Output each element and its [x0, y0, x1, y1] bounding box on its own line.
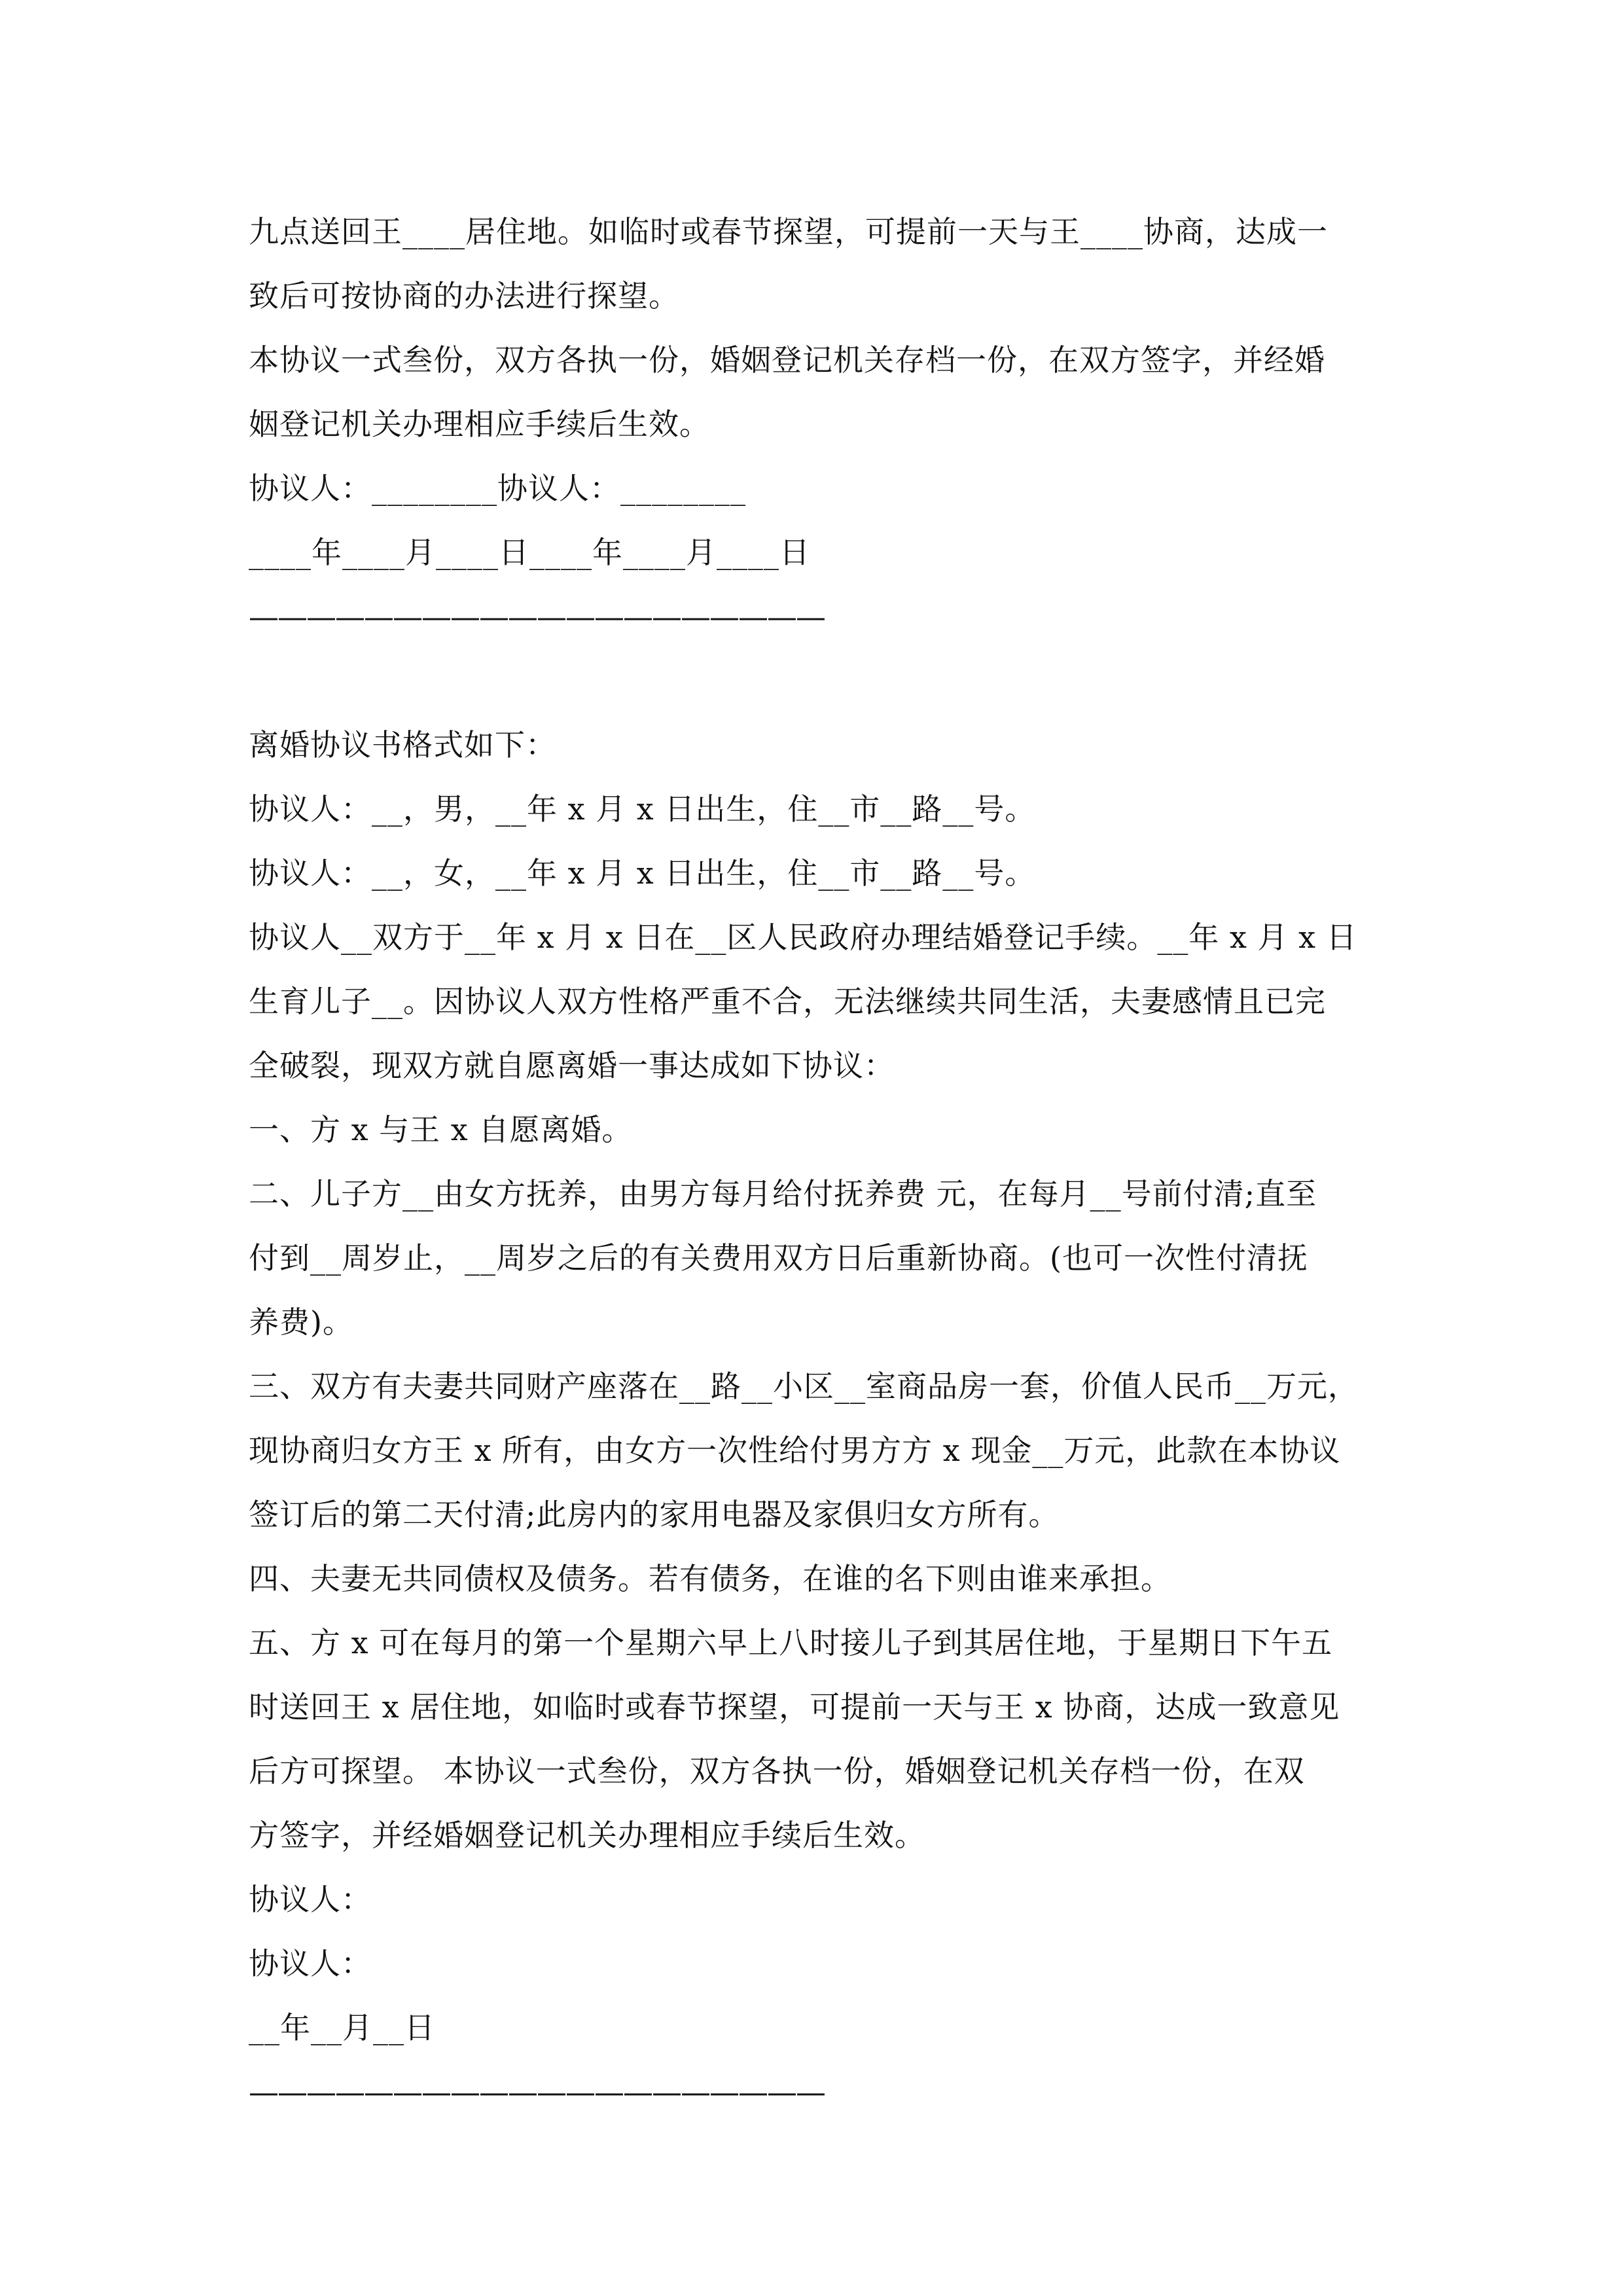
- clause-line: 五、方 x 可在每月的第一个星期六早上八时接儿子到其居住地，于星期日下午五: [249, 1625, 1333, 1660]
- document-page: [249, 200, 1387, 2124]
- clause-line: 三、双方有夫妻共同财产座落在__路__小区__室商品房一套，价值人民币__万元，: [249, 1369, 1359, 1404]
- text-line: 时送回王 x 居住地，如临时或春节探望，可提前一天与王 x 协商，达成一致意见: [249, 1689, 1340, 1725]
- text-line: 协议人：__，男，__年 x 月 x 日出生，住__市__路__号。: [249, 791, 1036, 827]
- signature-line: 协议人：: [249, 1882, 372, 1917]
- text-line: 现协商归女方王 x 所有，由女方一次性给付男方方 x 现金__万元，此款在本协议: [249, 1433, 1341, 1468]
- text-line: 方签字，并经婚姻登记机关办理相应手续后生效。: [249, 1818, 925, 1853]
- signature-line: 协议人：________协议人：________: [249, 471, 746, 506]
- text-line: 姻登记机关办理相应手续后生效。: [249, 406, 710, 442]
- text-line: 养费)。: [249, 1304, 353, 1340]
- spacer: [249, 649, 1387, 713]
- text-line: 后方可探望。 本协议一式叁份，双方各执一份，婚姻登记机关存档一份，在双: [249, 1753, 1305, 1789]
- text-line: 全破裂，现双方就自愿离婚一事达成如下协议：: [249, 1048, 895, 1083]
- text-line: 本协议一式叁份，双方各执一份，婚姻登记机关存档一份，在双方签字，并经婚: [249, 342, 1325, 378]
- text-line: 九点送回王____居住地。如临时或春节探望，可提前一天与王____协商，达成一: [249, 214, 1328, 249]
- clause-line: 二、儿子方__由女方抚养，由男方每月给付抚养费 元，在每月__号前付清;直至: [249, 1176, 1317, 1211]
- text-line: 生育儿子__。因协议人双方性格严重不合，无法继续共同生活，夫妻感情且已完: [249, 984, 1326, 1019]
- clause-line: 一、方 x 与王 x 自愿离婚。: [249, 1112, 633, 1147]
- text-line: 协议人__双方于__年 x 月 x 日在__区人民政府办理结婚登记手续。__年 x 月 x 日: [249, 920, 1357, 955]
- text-line: 致后可按协商的办法进行探望。: [249, 278, 679, 314]
- text-line: 付到__周岁止，__周岁之后的有关费用双方日后重新协商。(也可一次性付清抚: [249, 1240, 1308, 1276]
- separator-rule: ————————————————————: [249, 599, 825, 634]
- clause-line: 四、夫妻无共同债权及债务。若有债务，在谁的名下则由谁来承担。: [249, 1561, 1171, 1596]
- section-heading: 离婚协议书格式如下：: [249, 727, 556, 762]
- date-line: __年__月__日: [249, 2010, 435, 2045]
- text-line: 协议人：__，女，__年 x 月 x 日出生，住__市__路__号。: [249, 855, 1036, 891]
- separator-rule: ————————————————————: [249, 2074, 825, 2109]
- signature-line: 协议人：: [249, 1946, 372, 1981]
- date-line: ____年____月____日____年____月____日: [249, 535, 810, 570]
- text-line: 签订后的第二天付清;此房内的家用电器及家俱归女方所有。: [249, 1497, 1060, 1532]
